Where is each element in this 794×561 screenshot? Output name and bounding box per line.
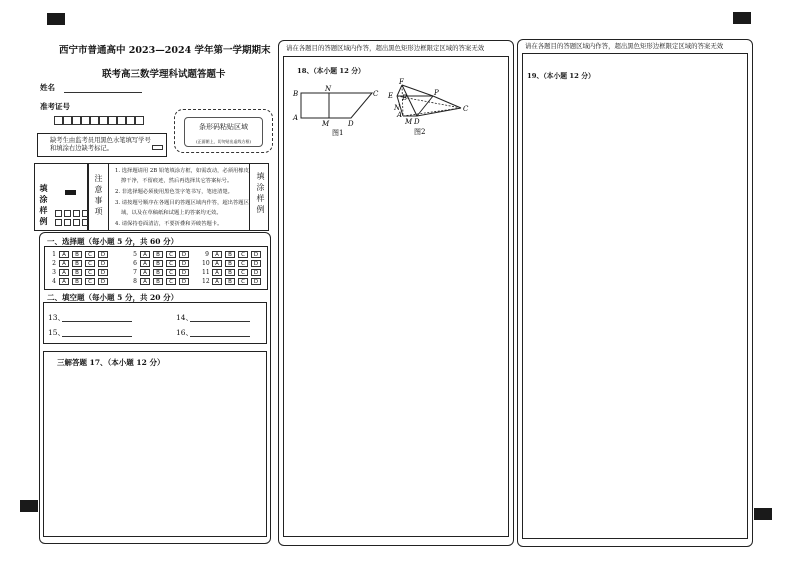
option-d-bubble[interactable]: D	[251, 269, 261, 276]
option-d-bubble[interactable]: D	[98, 269, 108, 276]
section2-title: 二、填空题（每小题 5 分，共 20 分）	[47, 293, 179, 302]
fig1-label-B: B	[293, 90, 299, 98]
option-b-bubble[interactable]: B	[153, 278, 163, 285]
question-number: 9	[205, 251, 209, 258]
option-d-bubble[interactable]: D	[179, 269, 189, 276]
notice-label: 注意事项	[94, 174, 103, 218]
option-d-bubble[interactable]: D	[251, 251, 261, 258]
option-a-bubble[interactable]: A	[212, 251, 222, 258]
fig1-label-D: D	[348, 120, 354, 128]
missing-exam-note-line1: 缺考生由监考员用黑色水笔填写学号	[50, 137, 151, 144]
registration-mark-top-left	[47, 13, 65, 25]
registration-mark-bottom-right	[754, 508, 772, 520]
option-b-bubble[interactable]: B	[225, 251, 235, 258]
blank-14-field[interactable]	[190, 321, 250, 322]
question-number: 5	[133, 251, 137, 258]
notice-divider-right	[249, 164, 250, 230]
blank-15-field[interactable]	[62, 336, 132, 337]
option-c-bubble[interactable]: C	[238, 278, 248, 285]
exam-no-digit[interactable]	[99, 116, 108, 125]
question-number: 12	[202, 278, 210, 285]
q19-title: 19、（本小题 12 分）	[527, 72, 595, 80]
option-c-bubble[interactable]: C	[238, 260, 248, 267]
name-label: 姓名	[40, 83, 55, 92]
missing-exam-note-line2: 和填涂右边缺考标记。	[50, 145, 113, 152]
choice-question-9	[202, 251, 262, 258]
option-d-bubble[interactable]: D	[179, 251, 189, 258]
exam-no-digit[interactable]	[135, 116, 144, 125]
column2-warning: 请在各题目的答题区域内作答，超出黑色矩形边框限定区域的答案无效	[286, 44, 485, 52]
choice-question-4	[49, 278, 109, 285]
section1-title: 一、选择题（每小题 5 分，共 60 分）	[47, 237, 179, 246]
choice-question-5	[130, 251, 190, 258]
notice-divider-left	[108, 164, 109, 230]
option-a-bubble[interactable]: A	[59, 260, 69, 267]
blank-13-label: 13、	[48, 313, 66, 322]
fill-example-label-right: 填涂样例	[256, 172, 265, 216]
fig2-label-D: D	[414, 118, 420, 126]
fig2-label-M: M	[405, 118, 413, 126]
option-b-bubble[interactable]: B	[225, 269, 235, 276]
choice-question-1	[49, 251, 109, 258]
option-b-bubble[interactable]: B	[72, 251, 82, 258]
option-a-bubble[interactable]: A	[59, 251, 69, 258]
option-a-bubble[interactable]: A	[59, 278, 69, 285]
fig1-label-C: C	[373, 90, 379, 98]
option-c-bubble[interactable]: C	[238, 269, 248, 276]
choice-question-8	[130, 278, 190, 285]
exam-no-digit[interactable]	[72, 116, 81, 125]
option-d-bubble[interactable]: D	[251, 260, 261, 267]
column3-warning: 请在各题目的答题区域内作答，超出黑色矩形边框限定区域的答案无效	[525, 42, 724, 50]
wrong-sample	[55, 219, 62, 226]
question-number: 4	[52, 278, 56, 285]
fig2-label-B: B	[402, 94, 408, 102]
option-b-bubble[interactable]: B	[72, 260, 82, 267]
exam-no-digit[interactable]	[126, 116, 135, 125]
choice-question-3	[49, 269, 109, 276]
fig1-caption: 图1	[332, 129, 344, 137]
option-d-bubble[interactable]: D	[179, 278, 189, 285]
fill-blank-box	[43, 302, 267, 344]
notice-item: 1. 选择题请用 2B 铅笔填涂方框，如需改动，必须用橡皮	[115, 168, 249, 174]
option-b-bubble[interactable]: B	[72, 269, 82, 276]
fig1-label-M: M	[322, 120, 330, 128]
page-title-line1: 西宁市普通高中 2023—2024 学年第一学期期末	[59, 45, 271, 56]
wrong-sample	[73, 219, 80, 226]
exam-no-digit[interactable]	[90, 116, 99, 125]
wrong-sample	[64, 219, 71, 226]
option-d-bubble[interactable]: D	[98, 251, 108, 258]
choice-question-12	[202, 278, 262, 285]
exam-no-digit[interactable]	[54, 116, 63, 125]
blank-16-label: 16、	[176, 328, 194, 337]
choice-question-11	[202, 269, 262, 276]
wrong-sample	[73, 210, 80, 217]
option-c-bubble[interactable]: C	[166, 260, 176, 267]
wrong-sample	[55, 210, 62, 217]
wrong-sample	[64, 210, 71, 217]
option-a-bubble[interactable]: A	[140, 260, 150, 267]
fig1-label-A: A	[293, 114, 299, 122]
fig2-label-C: C	[463, 105, 469, 113]
blank-16-field[interactable]	[190, 336, 250, 337]
q18-figure-2	[383, 76, 475, 138]
notice-box	[88, 163, 269, 231]
option-a-bubble[interactable]: A	[140, 251, 150, 258]
notice-item: 擦干净，不留痕迹，然后再选择其它答案标号。	[121, 178, 233, 184]
notice-item: 3. 请按题号顺序在各题目的答题区域内作答，超出答题区	[115, 200, 249, 206]
option-c-bubble[interactable]: C	[85, 260, 95, 267]
question-number: 6	[133, 260, 137, 267]
choice-question-2	[49, 260, 109, 267]
fig1-label-N: N	[325, 85, 332, 93]
option-d-bubble[interactable]: D	[251, 278, 261, 285]
barcode-area	[174, 109, 273, 153]
registration-mark-bottom-left	[20, 500, 38, 512]
fill-example-label: 填涂样例	[39, 184, 49, 228]
exam-no-digit[interactable]	[81, 116, 90, 125]
fig2-label-A: A	[397, 111, 403, 119]
choice-question-10	[202, 260, 262, 267]
blank-15-label: 15、	[48, 328, 66, 337]
wrong-fill-samples-2	[55, 219, 90, 226]
question-number: 1	[52, 251, 56, 258]
q17-answer-area[interactable]	[43, 351, 267, 537]
page-title-line2: 联考高三数学理科试题答题卡	[102, 69, 226, 80]
missing-exam-checkbox[interactable]	[152, 145, 163, 150]
exam-no-grid[interactable]	[54, 116, 144, 125]
option-c-bubble[interactable]: C	[85, 251, 95, 258]
option-c-bubble[interactable]: C	[85, 269, 95, 276]
fig2-label-N: N	[394, 104, 401, 112]
q17-title: 三解答题 17、（本小题 12 分）	[57, 358, 165, 367]
exam-no-digit[interactable]	[108, 116, 117, 125]
option-c-bubble[interactable]: C	[238, 251, 248, 258]
notice-item: 4. 请保持卷面清洁，不要折叠和弄破答题卡。	[115, 221, 223, 227]
option-b-bubble[interactable]: B	[153, 251, 163, 258]
option-a-bubble[interactable]: A	[212, 269, 222, 276]
option-a-bubble[interactable]: A	[140, 269, 150, 276]
q18-figure-1	[292, 82, 384, 138]
question-number: 11	[202, 269, 210, 276]
option-b-bubble[interactable]: B	[153, 269, 163, 276]
option-b-bubble[interactable]: B	[225, 278, 235, 285]
q18-title: 18、（本小题 12 分）	[297, 67, 365, 75]
question-number: 10	[202, 260, 210, 267]
exam-no-label: 准考证号	[40, 102, 70, 111]
option-a-bubble[interactable]: A	[59, 269, 69, 276]
wrong-fill-samples	[55, 210, 90, 217]
fig2-label-F: F	[399, 78, 404, 86]
option-c-bubble[interactable]: C	[166, 269, 176, 276]
barcode-note: (正面朝上，切勿贴出虚线方框)	[195, 139, 252, 144]
option-a-bubble[interactable]: A	[140, 278, 150, 285]
q19-answer-area[interactable]	[522, 53, 748, 539]
fig2-caption: 图2	[414, 128, 426, 136]
option-b-bubble[interactable]: B	[72, 278, 82, 285]
barcode-title: 条形码粘贴区域	[199, 123, 248, 131]
option-b-bubble[interactable]: B	[153, 260, 163, 267]
question-number: 7	[133, 269, 137, 276]
exam-no-digit[interactable]	[63, 116, 72, 125]
option-c-bubble[interactable]: C	[85, 278, 95, 285]
fill-example-box	[34, 163, 88, 231]
question-number: 8	[133, 278, 137, 285]
fig2-label-P: P	[434, 89, 439, 97]
option-d-bubble[interactable]: D	[179, 260, 189, 267]
option-d-bubble[interactable]: D	[98, 278, 108, 285]
notice-item: 2. 非选择题必须使用黑色签字笔书写，笔迹清楚。	[115, 189, 233, 195]
option-c-bubble[interactable]: C	[166, 278, 176, 285]
registration-mark-top-right	[733, 12, 751, 24]
choice-question-6	[130, 260, 190, 267]
notice-item: 域，以及在草稿纸和试题上的答案均无效。	[121, 210, 222, 216]
question-number: 2	[52, 260, 56, 267]
blank-14-label: 14、	[176, 313, 194, 322]
filled-sample	[65, 190, 76, 195]
name-field[interactable]	[64, 92, 142, 93]
option-a-bubble[interactable]: A	[212, 278, 222, 285]
fig2-label-E: E	[388, 92, 394, 100]
option-b-bubble[interactable]: B	[225, 260, 235, 267]
exam-no-digit[interactable]	[117, 116, 126, 125]
question-number: 3	[52, 269, 56, 276]
blank-13-field[interactable]	[62, 321, 132, 322]
missing-exam-box	[37, 133, 167, 157]
option-a-bubble[interactable]: A	[212, 260, 222, 267]
option-c-bubble[interactable]: C	[166, 251, 176, 258]
option-d-bubble[interactable]: D	[98, 260, 108, 267]
choice-question-7	[130, 269, 190, 276]
